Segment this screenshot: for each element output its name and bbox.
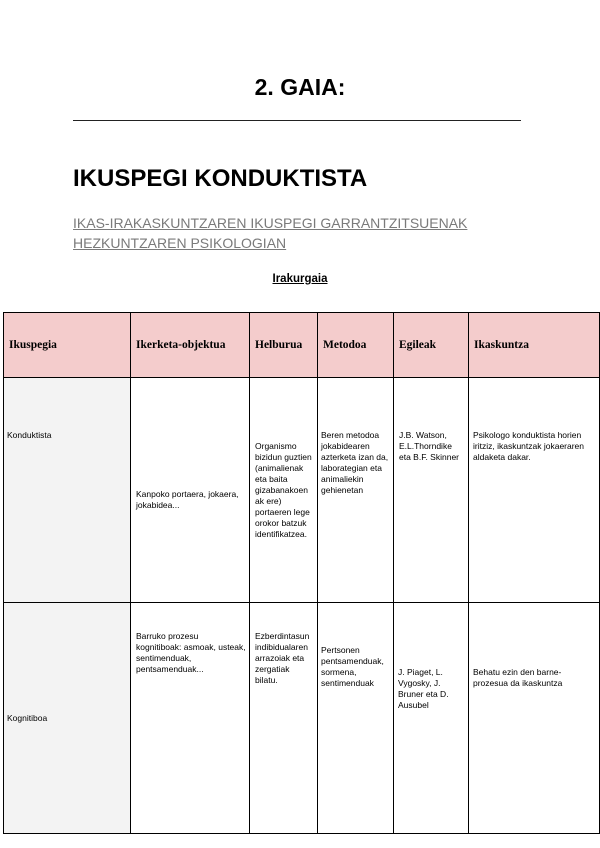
subheading-line-2: HEZKUNTZAREN PSIKOLOGIAN — [73, 235, 287, 251]
column-header-ikerketa-objektua: Ikerketa-objektua — [131, 313, 250, 378]
cell-metodoa: Pertsonen pentsamenduak, sormena, sentimenduak — [318, 603, 394, 834]
cell-helburua: Ezberdintasun indibidualaren arrazoiak eta zergatiak bilatu. — [250, 603, 318, 834]
row-approach-name: Konduktista — [4, 378, 131, 603]
column-header-ikuspegia: Ikuspegia — [4, 313, 131, 378]
cell-metodoa: Beren metodoa jokabidearen azterketa izan da, laborategian eta animaliekin gehienetan — [318, 378, 394, 603]
column-header-helburua: Helburua — [250, 313, 318, 378]
column-header-ikaskuntza: Ikaskuntza — [469, 313, 600, 378]
cell-ikaskuntza: Behatu ezin den barne-prozesua da ikaskuntza — [469, 603, 600, 834]
table-row — [4, 603, 600, 834]
cell-egileak: J.B. Watson, E.L.Thorndike eta B.F. Skinner — [394, 378, 469, 603]
reading-label: Irakurgaia — [272, 273, 328, 285]
cell-ikerketa-objektua: Kanpoko portaera, jokaera, jokabidea... — [131, 378, 250, 603]
column-header-egileak: Egileak — [394, 313, 469, 378]
approaches-table — [3, 312, 600, 834]
subheading — [73, 213, 543, 253]
cell-egileak: J. Piaget, L. Vygosky, J. Bruner eta D. Ausubel — [394, 603, 469, 834]
section-heading: IKUSPEGI KONDUKTISTA — [73, 165, 368, 192]
cell-helburua: Organismo bizidun guztien (animalienak eta baita gizabanakoen ak ere) portaeren lege orokor batzuk identifikatzea. — [250, 378, 318, 603]
column-header-metodoa: Metodoa — [318, 313, 394, 378]
title-divider — [73, 120, 521, 121]
table-header-row — [4, 313, 600, 378]
document-title: 2. GAIA: — [254, 74, 346, 100]
cell-ikerketa-objektua: Barruko prozesu kognitiboak: asmoak, usteak, sentimenduak, pentsamenduak... — [131, 603, 250, 834]
table-row — [4, 378, 600, 603]
row-approach-name: Kognitiboa — [4, 603, 131, 834]
cell-ikaskuntza: Psikologo konduktista horien iritziz, ikaskuntzak jokaeraren aldaketa dakar. — [469, 378, 600, 603]
subheading-line-1: IKAS-IRAKASKUNTZAREN IKUSPEGI GARRANTZITSUENAK — [73, 215, 468, 231]
